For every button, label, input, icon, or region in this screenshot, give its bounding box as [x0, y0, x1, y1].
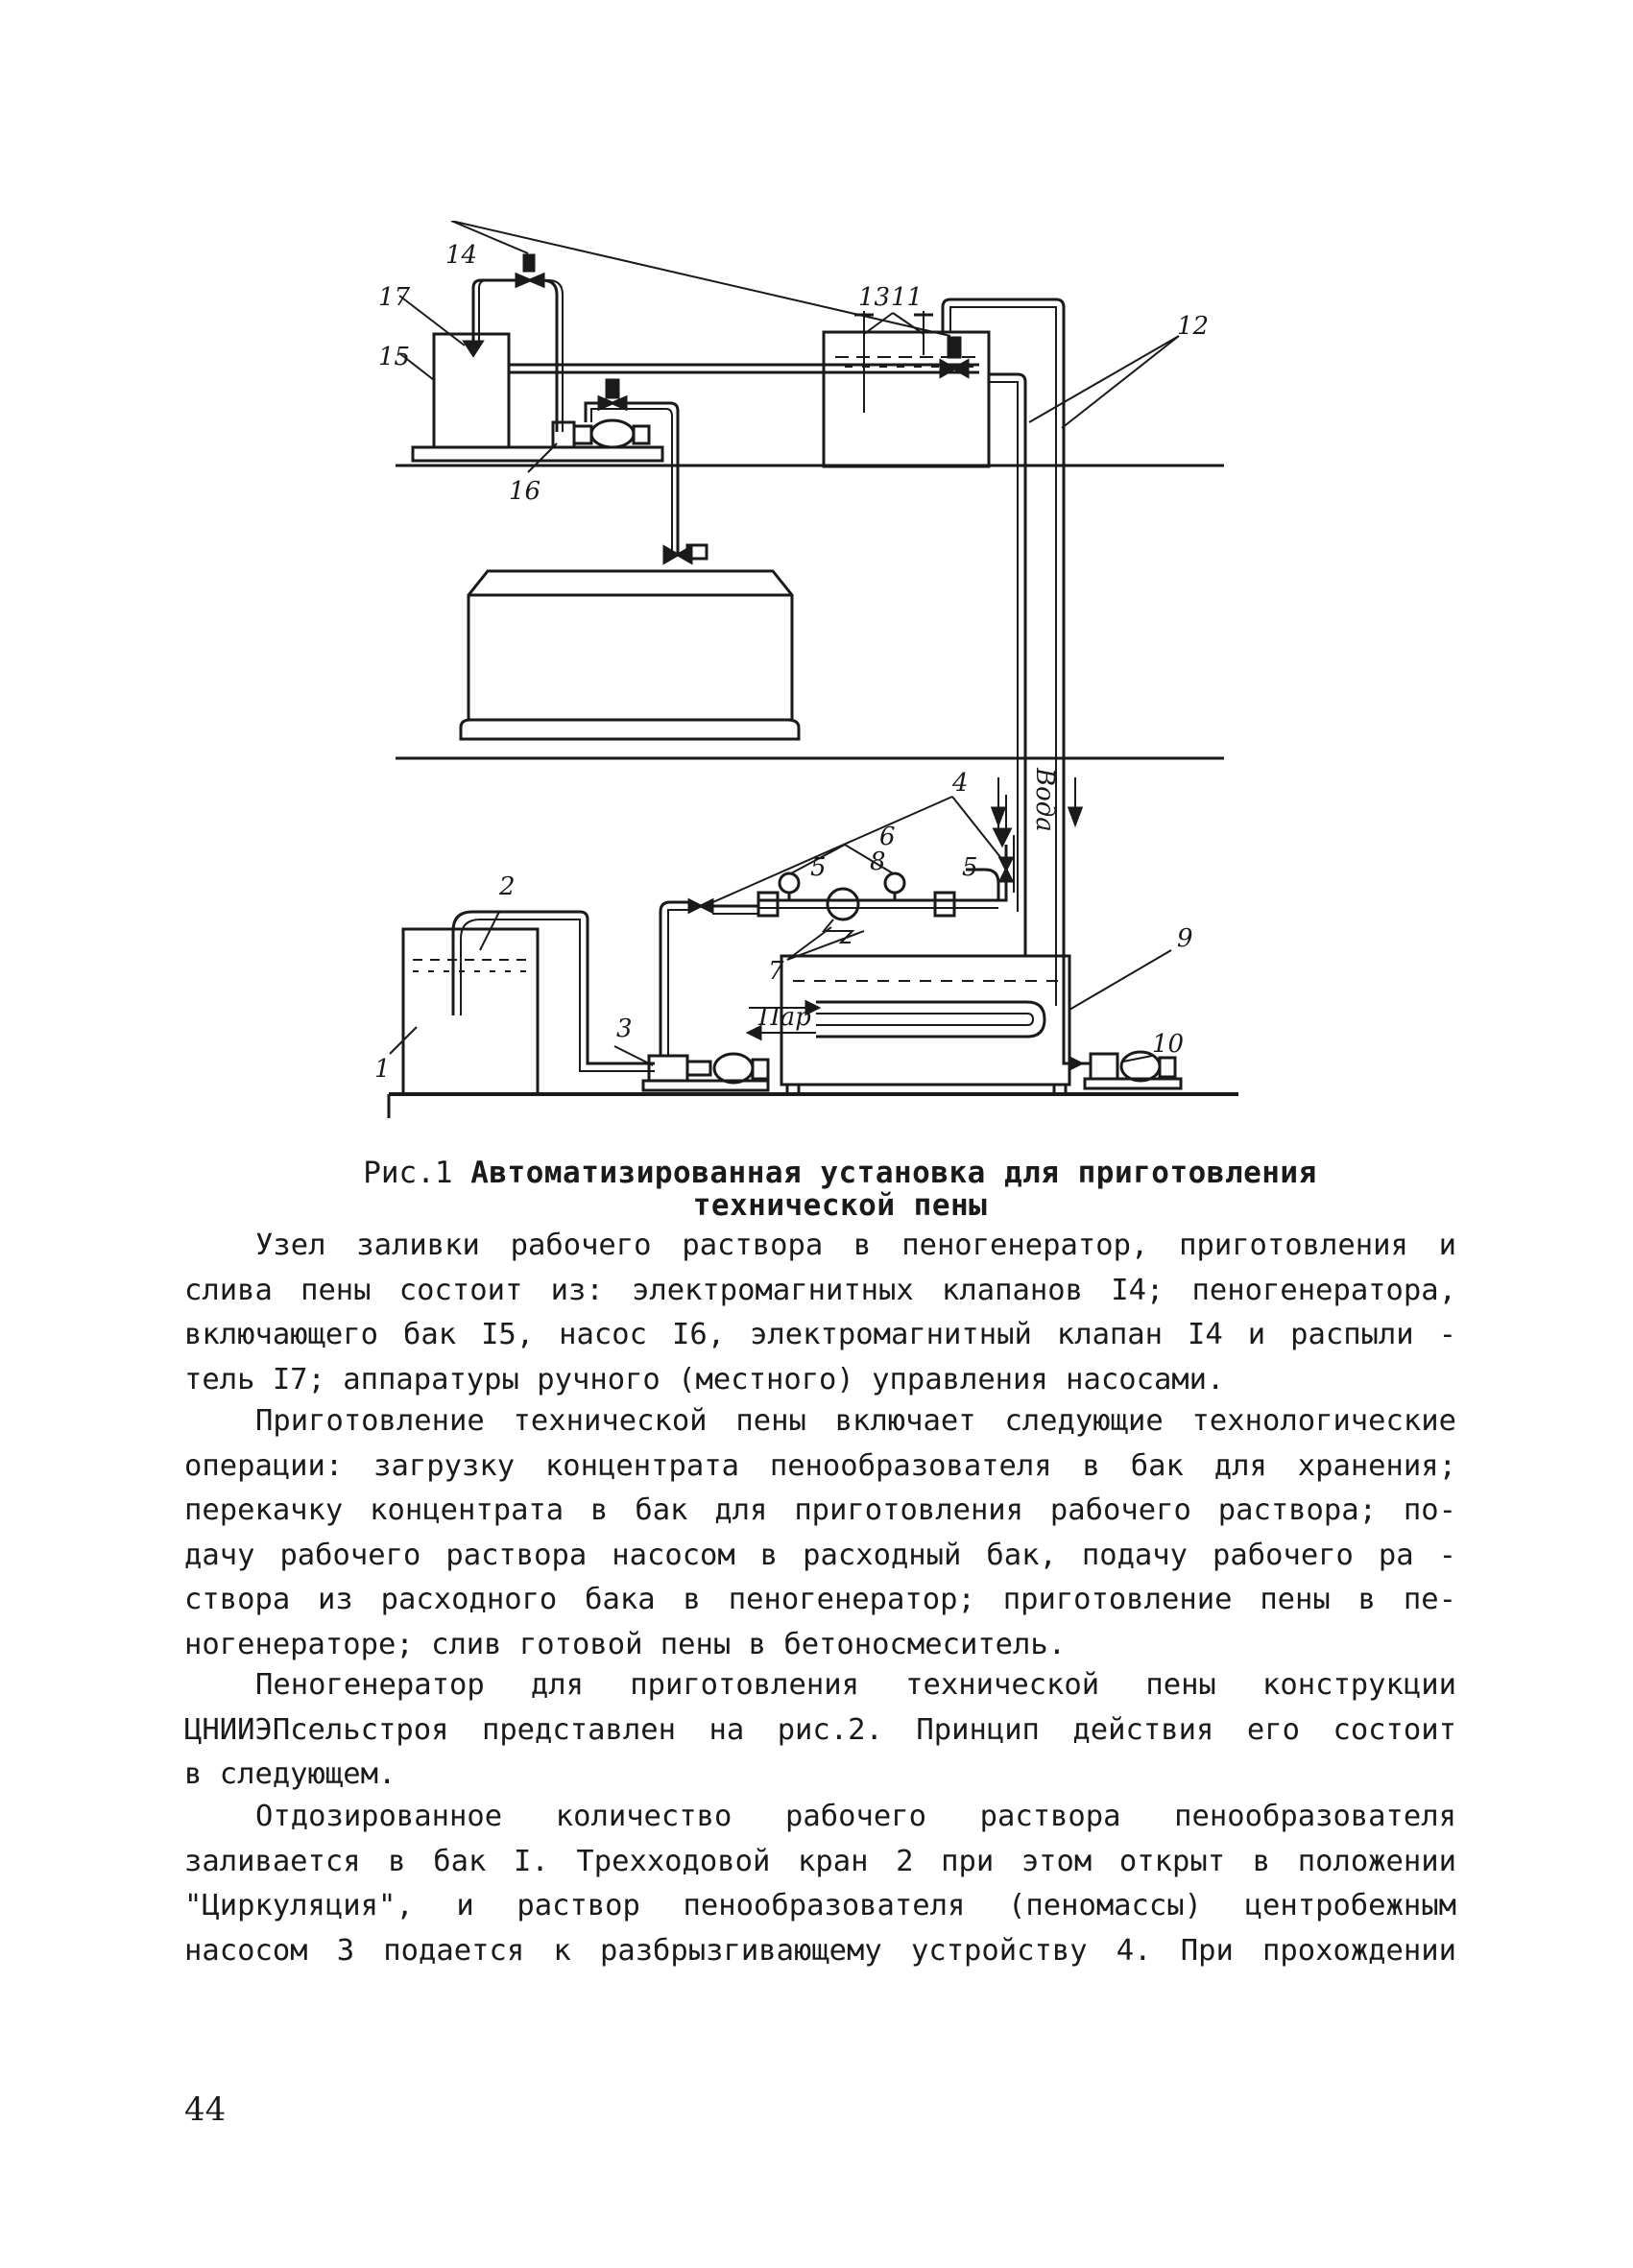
figure-diagram — [365, 221, 1267, 1142]
text-line: "Циркуляция", и раствор пенообразователя (пеномассы) центробежным — [184, 1889, 1456, 1922]
ejector-8 — [828, 889, 858, 919]
flowmeter-5-left — [758, 893, 778, 916]
foam-plant-schematic — [365, 221, 1267, 1142]
text-line: ногенераторе; слив готовой пены в бетоносмеситель. — [184, 1627, 1067, 1661]
text-line: Отдозированное количество рабочего раствора пенообразователя — [255, 1800, 1456, 1833]
caption-title-line1: Автоматизированная установка для приготовления — [470, 1156, 1317, 1190]
text-line: перекачку концентрата в бак для приготовления рабочего раствора; по- — [184, 1493, 1456, 1527]
label-15: 15 — [378, 343, 411, 371]
gauge-6-left — [780, 873, 799, 893]
label-3: 3 — [616, 1015, 633, 1043]
paragraph-3 — [184, 1663, 1456, 1798]
label-1: 1 — [374, 1055, 391, 1084]
text-line: включающего бак I5, насос I6, электромагнитный клапан I4 и распыли - — [184, 1318, 1456, 1351]
paragraph-1 — [184, 1224, 1456, 1402]
flowmeter-5-right — [935, 893, 954, 916]
label-12: 12 — [1177, 312, 1210, 341]
text-line: в следующем. — [184, 1757, 396, 1791]
text-line: Пеногенератор для приготовления технической пены конструкции — [255, 1668, 1456, 1702]
label-10: 10 — [1152, 1030, 1185, 1059]
bath-9 — [781, 956, 1069, 1085]
text-line: Приготовление технической пены включает следующие технологические — [255, 1404, 1456, 1438]
pump-3 — [649, 1056, 687, 1081]
text-line: Узел заливки рабочего раствора в пеногенератор, приготовления и — [255, 1229, 1456, 1262]
sprayer-17 — [465, 342, 482, 355]
label-16: 16 — [509, 477, 541, 506]
pump-10 — [1091, 1054, 1117, 1079]
concrete-mixer — [468, 571, 792, 720]
label-5-left: 5 — [810, 853, 827, 882]
label-9: 9 — [1177, 924, 1193, 953]
label-7: 7 — [768, 957, 784, 986]
paragraph-4 — [184, 1795, 1456, 1973]
label-6: 6 — [879, 823, 896, 851]
label-14: 14 — [445, 241, 478, 270]
label-4: 4 — [952, 769, 969, 798]
text-line: тель I7; аппаратуры ручного (местного) управления насосами. — [184, 1362, 1225, 1397]
text-line: створа из расходного бака в пеногенератор; приготовление пены в пе- — [184, 1583, 1456, 1616]
text-line: насосом 3 подается к разбрызгивающему устройству 4. При прохождении — [184, 1933, 1456, 1968]
generator-base — [413, 447, 662, 461]
label-steam: Пар — [758, 1003, 811, 1032]
tank-13 — [824, 332, 989, 466]
nozzle-7 — [824, 919, 853, 943]
caption-label: Рис.1 — [363, 1156, 453, 1190]
label-13: 13 — [858, 283, 891, 312]
text-line: слива пены состоит из: электромагнитных клапанов I4; пеногенератора, — [184, 1273, 1456, 1307]
tank-1 — [403, 929, 538, 1094]
label-8: 8 — [870, 848, 886, 876]
figure-caption — [331, 1157, 1349, 1222]
label-11: 11 — [891, 283, 924, 312]
caption-title-line2: технической пены — [692, 1188, 988, 1223]
label-2: 2 — [499, 872, 516, 901]
paragraph-2 — [184, 1399, 1456, 1667]
gauge-6-right — [885, 873, 904, 893]
pipe-sprayer — [473, 280, 557, 432]
text-line: заливается в бак I. Трехходовой кран 2 при этом открыт в положении — [184, 1844, 1456, 1878]
page-number: 44 — [184, 2090, 227, 2129]
heating-coil — [816, 1002, 1045, 1037]
label-water: Вода — [1030, 768, 1059, 832]
label-5-right: 5 — [962, 853, 978, 882]
text-line: операции: загрузку концентрата пенообразователя в бак для хранения; — [184, 1448, 1456, 1483]
text-line: ЦНИИЭПсельстроя представлен на рис.2. Принцип действия его состоит — [184, 1712, 1456, 1747]
text-line: дачу рабочего раствора насосом в расходный бак, подачу рабочего ра - — [184, 1538, 1456, 1572]
label-17: 17 — [378, 283, 411, 312]
